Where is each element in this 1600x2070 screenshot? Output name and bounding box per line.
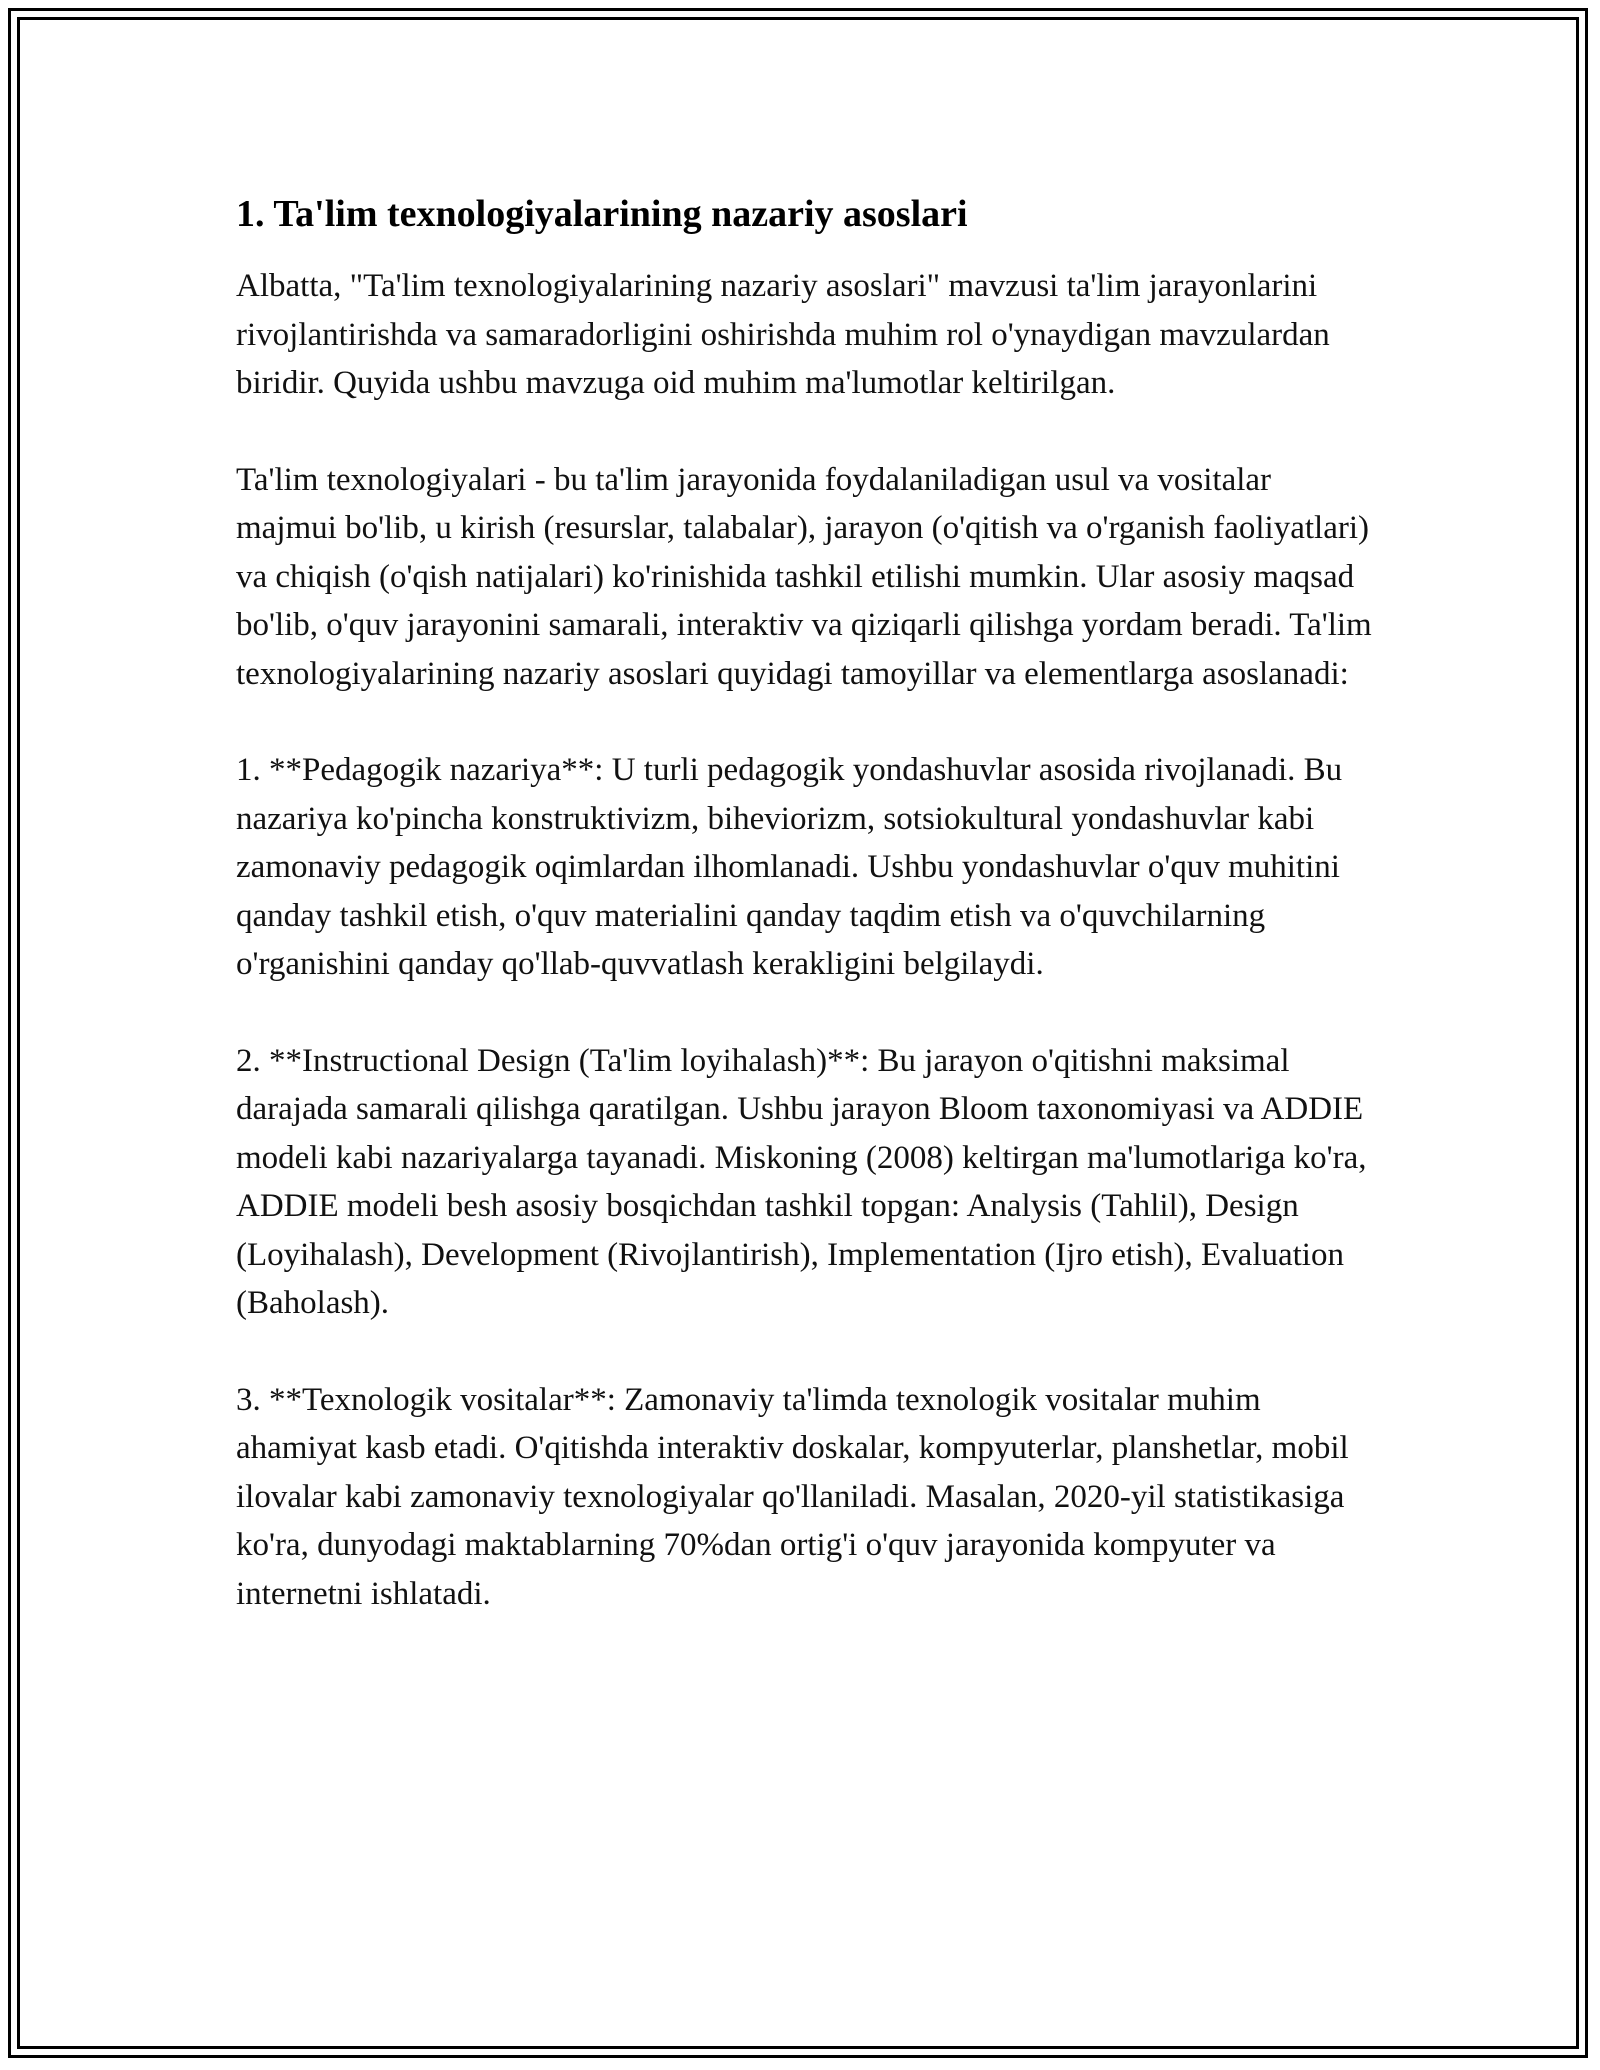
definition-paragraph: Ta'lim texnologiyalari - bu ta'lim jarayonida foydalaniladigan usul va vositalar majmui bo'lib, u kirish (resurslar, talabalar), jarayon (o'qitish va o'rganish faoliyatlari) va chiqish (o'qish natijalari) ko'rinishida tashkil etilishi mumkin. Ular asosiy maqsad bo'lib, o'quv jarayonini samarali, interaktiv va qiziqarli qilishga yordam beradi. Ta'lim texnologiyalarining nazariy asoslari quyidagi tamoyillar va elementlarga asoslanadi: <box>236 461 1372 692</box>
section-heading: 1. Ta'lim texnologiyalarining nazariy asoslari <box>236 193 968 235</box>
instructional-design-paragraph: 2. **Instructional Design (Ta'lim loyihalash)**: Bu jarayon o'qitishni maksimal darajada samarali qilishga qaratilgan. Ushbu jarayon Bloom taxonomiyasi va ADDIE modeli kabi nazariyalarga tayanadi. Miskoning (2008) keltirgan ma'lumotlariga ko'ra, ADDIE modeli besh asosiy bosqichdan tashkil topgan: Analysis (Tahlil), Design (Loyihalash), Development (Rivojlantirish), Implementation (Ijro etish), Evaluation (Baholash). <box>236 1042 1367 1321</box>
intro-paragraph: Albatta, "Ta'lim texnologiyalarining nazariy asoslari" mavzusi ta'lim jarayonlarini rivojlantirishda va samaradorligini oshirishda muhim rol o'ynaydigan mavzulardan biridir. Quyida ushbu mavzuga oid muhim ma'lumotlar keltirilgan. <box>236 268 1330 401</box>
technological-tools-paragraph: 3. **Texnologik vositalar**: Zamonaviy ta'limda texnologik vositalar muhim ahamiyat kasb etadi. O'qitishda interaktiv doskalar, kompyuterlar, planshetlar, mobil ilovalar kabi zamonaviy texnologiyalar qo'llaniladi. Masalan, 2020-yil statistikasiga ko'ra, dunyodagi maktablarning 70%dan ortig'i o'quv jarayonida kompyuter va internetni ishlatadi. <box>236 1381 1349 1612</box>
document-body <box>236 188 1376 1666</box>
pedagogical-theory-paragraph: 1. **Pedagogik nazariya**: U turli pedagogik yondashuvlar asosida rivojlanadi. Bu nazariya ko'pincha konstruktivizm, biheviorizm, sotsiokultural yondashuvlar kabi zamonaviy pedagogik oqimlardan ilhomlanadi. Ushbu yondashuvlar o'quv muhitini qanday tashkil etish, o'quv materialini qanday taqdim etish va o'quvchilarning o'rganishini qanday qo'llab-quvvatlash kerakligini belgilaydi. <box>236 752 1343 982</box>
